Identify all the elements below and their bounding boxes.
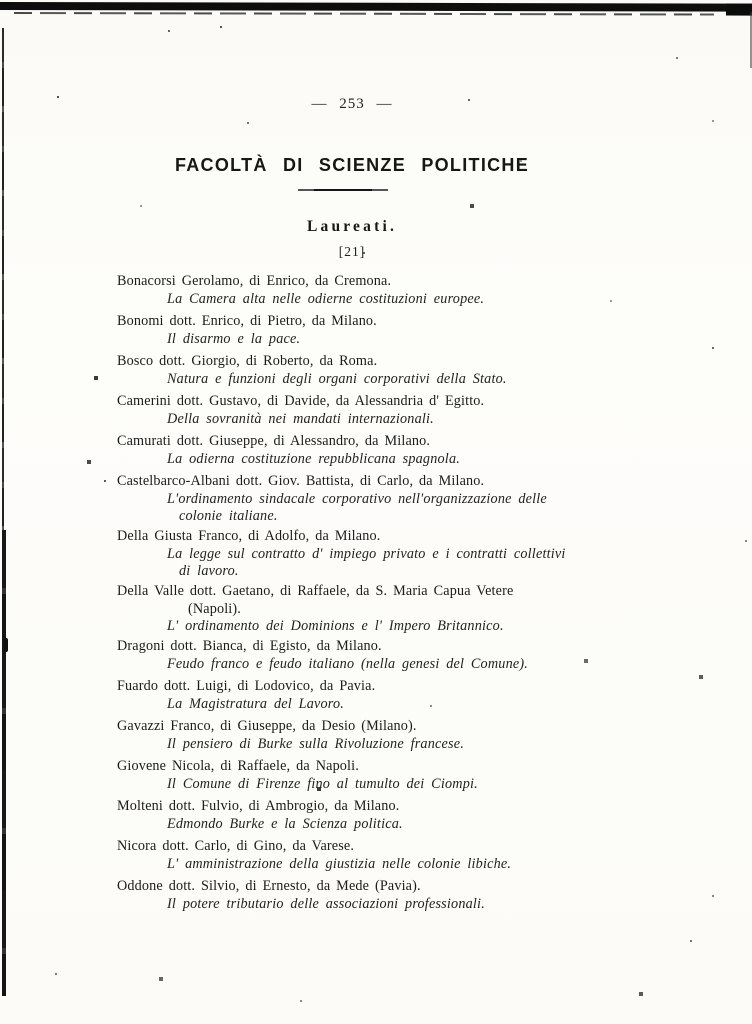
thesis-title-line: L' ordinamento dei Dominions e l' Impero Britannico. (167, 618, 504, 634)
graduate-entry (117, 583, 665, 636)
graduate-name-line: Camurati dott. Giuseppe, di Alessandro, da Milano. (117, 433, 431, 449)
scan-specks (0, 0, 2, 2)
graduate-name-line: Castelbarco-Albani dott. Giov. Battista, di Carlo, da Milano. (117, 473, 485, 489)
title-divider (298, 189, 388, 191)
graduate-entry (117, 273, 665, 308)
graduate-entry (117, 838, 665, 873)
thesis-title-line: Natura e funzioni degli organi corporativi della Stato. (167, 370, 507, 387)
graduate-name-line: Gavazzi Franco, di Giuseppe, da Desio (Milano). (117, 718, 417, 734)
graduate-name-line: Bosco dott. Giorgio, di Roberto, da Roma. (117, 353, 378, 369)
graduate-name-line: Della Giusta Franco, di Adolfo, da Milano. (117, 528, 381, 544)
graduate-name-line: Bonacorsi Gerolamo, di Enrico, da Cremona. (117, 273, 392, 289)
thesis-title-line: Il pensiero di Burke sulla Rivoluzione francese. (167, 735, 464, 752)
graduate-name-line: Giovene Nicola, di Raffaele, da Napoli. (117, 758, 359, 774)
thesis-title-line: Edmondo Burke e la Scienza politica. (167, 815, 403, 832)
graduate-entry (117, 433, 665, 468)
thesis-title-line: di lavoro. (179, 563, 239, 579)
thesis-title-line: L'ordinamento sindacale corporativo nell'organizzazione delle (167, 490, 547, 507)
graduate-entry (117, 718, 665, 753)
graduate-entry (117, 528, 665, 581)
thesis-title-line: colonie italiane. (179, 508, 278, 524)
scan-artifact-left-edge-lower (2, 530, 6, 996)
graduate-name-line: Dragoni dott. Bianca, di Egisto, da Milano. (117, 638, 382, 654)
thesis-title-line: La Magistratura del Lavoro. (167, 695, 345, 712)
thesis-title-line: L' amministrazione della giustizia nelle colonie libiche. (167, 855, 512, 872)
graduate-entry (117, 878, 665, 913)
graduate-name-line: Oddone dott. Silvio, di Ernesto, da Mede (Pavia). (117, 878, 421, 894)
graduate-entry (117, 678, 665, 713)
thesis-title-line: La legge sul contratto d' impiego privato e i contratti collettivi (167, 545, 566, 562)
graduate-entry (117, 313, 665, 348)
graduate-name-line: Fuardo dott. Luigi, di Lodovico, da Pavia. (117, 678, 376, 694)
thesis-title-line: La Camera alta nelle odierne costituzioni europee. (167, 290, 485, 307)
thesis-title-line: Il disarmo e la pace. (167, 330, 301, 347)
graduate-name-line: Nicora dott. Carlo, di Gino, da Varese. (117, 838, 355, 854)
page-number: — 253 — (311, 96, 393, 112)
faculty-title: FACOLTÀ DI SCIENZE POLITICHE (174, 155, 530, 175)
graduate-name-line: (Napoli). (188, 600, 241, 617)
graduate-entry (117, 798, 665, 833)
thesis-title-line: La odierna costituzione repubblicana spagnola. (167, 450, 460, 467)
scan-artifact-top-edge (0, 2, 752, 12)
graduate-entry (117, 353, 665, 388)
thesis-title-line: Feudo franco e feudo italiano (nella genesi del Comune). (167, 655, 529, 672)
graduate-entry (117, 393, 665, 428)
thesis-title-line: Il Comune di Firenze fino al tumulto dei Ciompi. (167, 775, 478, 792)
section-heading: Laureati. (306, 218, 398, 235)
graduate-name-line: Molteni dott. Fulvio, di Ambrogio, da Milano. (117, 798, 400, 814)
graduates-count: [21] (338, 244, 366, 259)
thesis-title-line: Della sovranità nei mandati internazionali. (167, 410, 434, 427)
graduate-entry (117, 638, 665, 673)
graduate-name-line: Della Valle dott. Gaetano, di Raffaele, da S. Maria Capua Vetere (117, 583, 514, 599)
graduate-name-line: Camerini dott. Gustavo, di Davide, da Alessandria d' Egitto. (117, 393, 485, 409)
thesis-title-line: Il potere tributario delle associazioni professionali. (167, 895, 485, 912)
graduate-entry (117, 473, 665, 526)
graduates-list (117, 273, 665, 918)
graduate-entry (117, 758, 665, 793)
graduate-name-line: Bonomi dott. Enrico, di Pietro, da Milano. (117, 313, 377, 329)
